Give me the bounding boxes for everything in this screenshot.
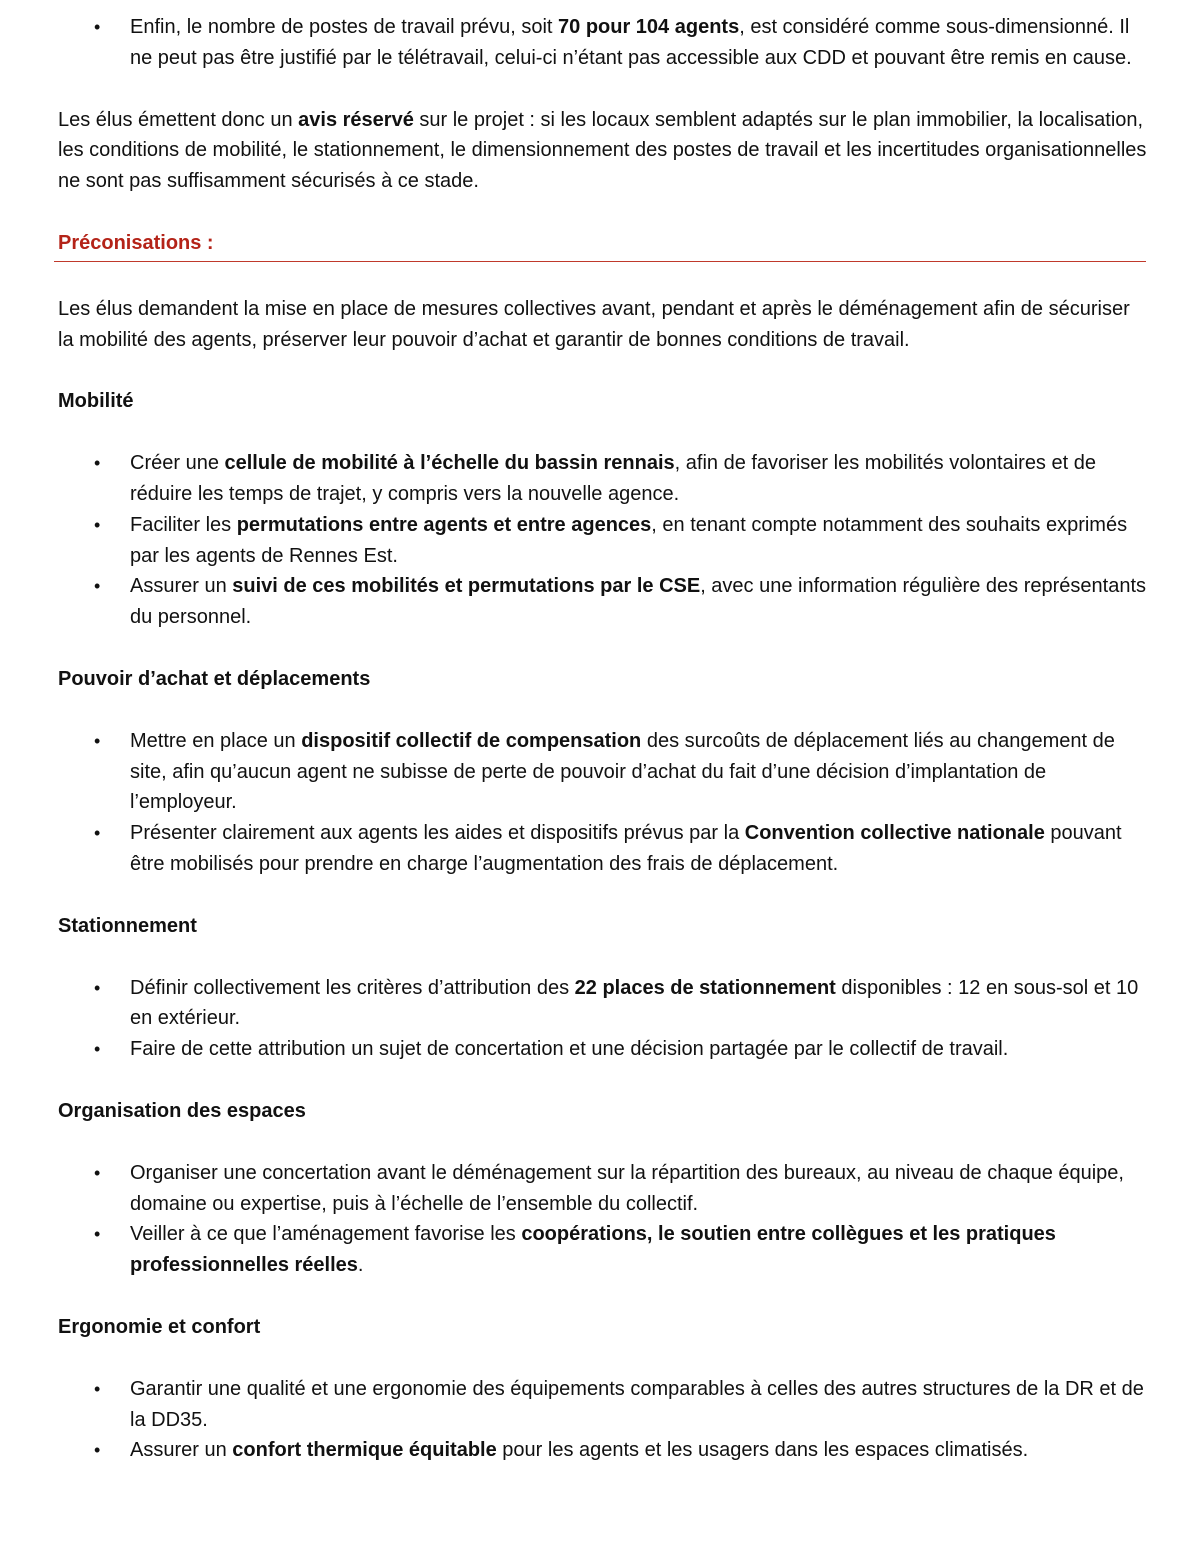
avis-paragraph (58, 105, 1148, 197)
bullet-marker: • (94, 823, 101, 844)
document-page (58, 12, 1148, 1466)
bold-text: 22 places de stationnement (574, 976, 836, 999)
text-span: . (357, 1254, 364, 1277)
intro-bullet-list (58, 12, 1148, 74)
text-span: Garantir une qualité et une ergonomie des équipements comparables à celles des autres structures de la DR et de la DD35. (130, 1377, 1144, 1431)
list-item (94, 1435, 1148, 1466)
list-item (94, 1034, 1148, 1065)
bullet-marker: • (94, 1039, 101, 1060)
text-span: , avec une information régulière des représentants du personnel. (130, 575, 1146, 629)
text-span: Présenter clairement aux agents les aides et dispositifs prévus par la (130, 822, 745, 845)
list-item (94, 12, 1148, 74)
section-heading-pouvoir-achat: Pouvoir d’achat et déplacements (58, 667, 371, 690)
text-span: pour les agents et les usagers dans les espaces climatisés. (496, 1439, 1029, 1462)
text-span: , afin de favoriser les mobilités volontaires et de réduire les temps de trajet, y compris vers la nouvelle agence. (130, 452, 1096, 505)
list-item (94, 818, 1148, 880)
list-item (94, 448, 1148, 510)
text-span: Assurer un (130, 575, 233, 598)
bold-text: 70 pour 104 agents (558, 16, 740, 38)
bold-text: confort thermique équitable (232, 1439, 497, 1462)
bold-text: coopérations, le soutien entre collègues et les pratiques professionnelles réelles (130, 1223, 1056, 1277)
text-span: Faciliter les (130, 513, 237, 536)
text-span: , en tenant compte notamment des souhaits exprimés par les agents de Rennes Est. (130, 513, 1128, 567)
section-heading-ergonomie: Ergonomie et confort (58, 1315, 261, 1338)
bullet-marker: • (94, 1440, 101, 1461)
list-item (94, 1374, 1148, 1436)
bold-text: suivi de ces mobilités et permutations par le CSE (232, 575, 701, 598)
list-item (94, 571, 1148, 633)
preconisations-heading: Préconisations : (58, 231, 214, 254)
ergonomie-list (58, 1374, 1148, 1466)
text-span: pouvant être mobilisés pour prendre en charge l’augmentation des frais de déplacement. (130, 822, 1122, 875)
pouvoir-list (58, 726, 1148, 880)
text-span: Assurer un (130, 1439, 233, 1462)
text-span: Les élus émettent donc un (58, 108, 299, 131)
section-heading-mobilite: Mobilité (58, 390, 134, 413)
list-item (94, 973, 1148, 1035)
section-heading-stationnement: Stationnement (58, 914, 197, 937)
bold-text: avis réservé (298, 108, 414, 131)
bullet-marker: • (94, 1162, 101, 1183)
bullet-marker: • (94, 730, 101, 751)
list-item (94, 510, 1148, 572)
text-span: Organiser une concertation avant le déménagement sur la répartition des bureaux, au niveau de chaque équipe, domaine ou expertise, puis à l’échelle de l’ensemble du collectif. (130, 1161, 1124, 1215)
text-span: sur le projet : si les locaux semblent adaptés sur le plan immobilier, la localisation, les conditions de mobilité, le stationnement, le dimensionnement des postes de travail et les incertitudes organisationnelles ne sont pas suffisamment sécurisés à ce stade. (58, 108, 1147, 193)
text-span: disponibles : 12 en sous-sol et 10 en extérieur. (130, 976, 1139, 1030)
text-span: Faire de cette attribution un sujet de concertation et une décision partagée par le collectif de travail. (130, 1038, 1009, 1061)
bullet-marker: • (94, 514, 101, 535)
text-span: , est considéré comme sous-dimensionné. Il ne peut pas être justifié par le télétravail, celui-ci n’étant pas accessible aux CDD et pouvant être remis en cause. (130, 16, 1132, 69)
text-span: Enfin, le nombre de postes de travail prévu, soit (130, 16, 559, 38)
bullet-marker: • (94, 576, 101, 597)
section-heading-espaces: Organisation des espaces (58, 1099, 306, 1122)
text-span: Créer une (130, 452, 225, 475)
text-span: Veiller à ce que l’aménagement favorise les (130, 1223, 522, 1246)
espaces-list (58, 1158, 1148, 1281)
bold-text: permutations entre agents et entre agences (236, 513, 652, 536)
list-item (94, 1219, 1148, 1281)
bullet-marker: • (94, 1378, 101, 1399)
text-span: Définir collectivement les critères d’attribution des (130, 976, 575, 999)
preconisations-intro: Les élus demandent la mise en place de mesures collectives avant, pendant et après le déménagement afin de sécuriser la mobilité des agents, préserver leur pouvoir d’achat et garantir de bonnes conditions de travail. (58, 297, 1130, 351)
bullet-marker: • (94, 977, 101, 998)
bold-text: Convention collective nationale (744, 822, 1045, 845)
bullet-marker: • (94, 1224, 101, 1245)
stationnement-list (58, 973, 1148, 1065)
bold-text: cellule de mobilité à l’échelle du bassin rennais (224, 452, 675, 475)
bullet-marker: • (94, 453, 101, 474)
text-span: Mettre en place un (130, 729, 302, 752)
list-item (94, 1158, 1148, 1220)
bold-text: dispositif collectif de compensation (301, 729, 642, 752)
text-span: des surcoûts de déplacement liés au changement de site, afin qu’aucun agent ne subisse de perte de pouvoir d’achat du fait d’une décision d’implantation de l’employeur. (130, 729, 1115, 814)
mobilite-list (58, 448, 1148, 633)
list-item (94, 726, 1148, 818)
bullet-marker: • (94, 17, 101, 37)
